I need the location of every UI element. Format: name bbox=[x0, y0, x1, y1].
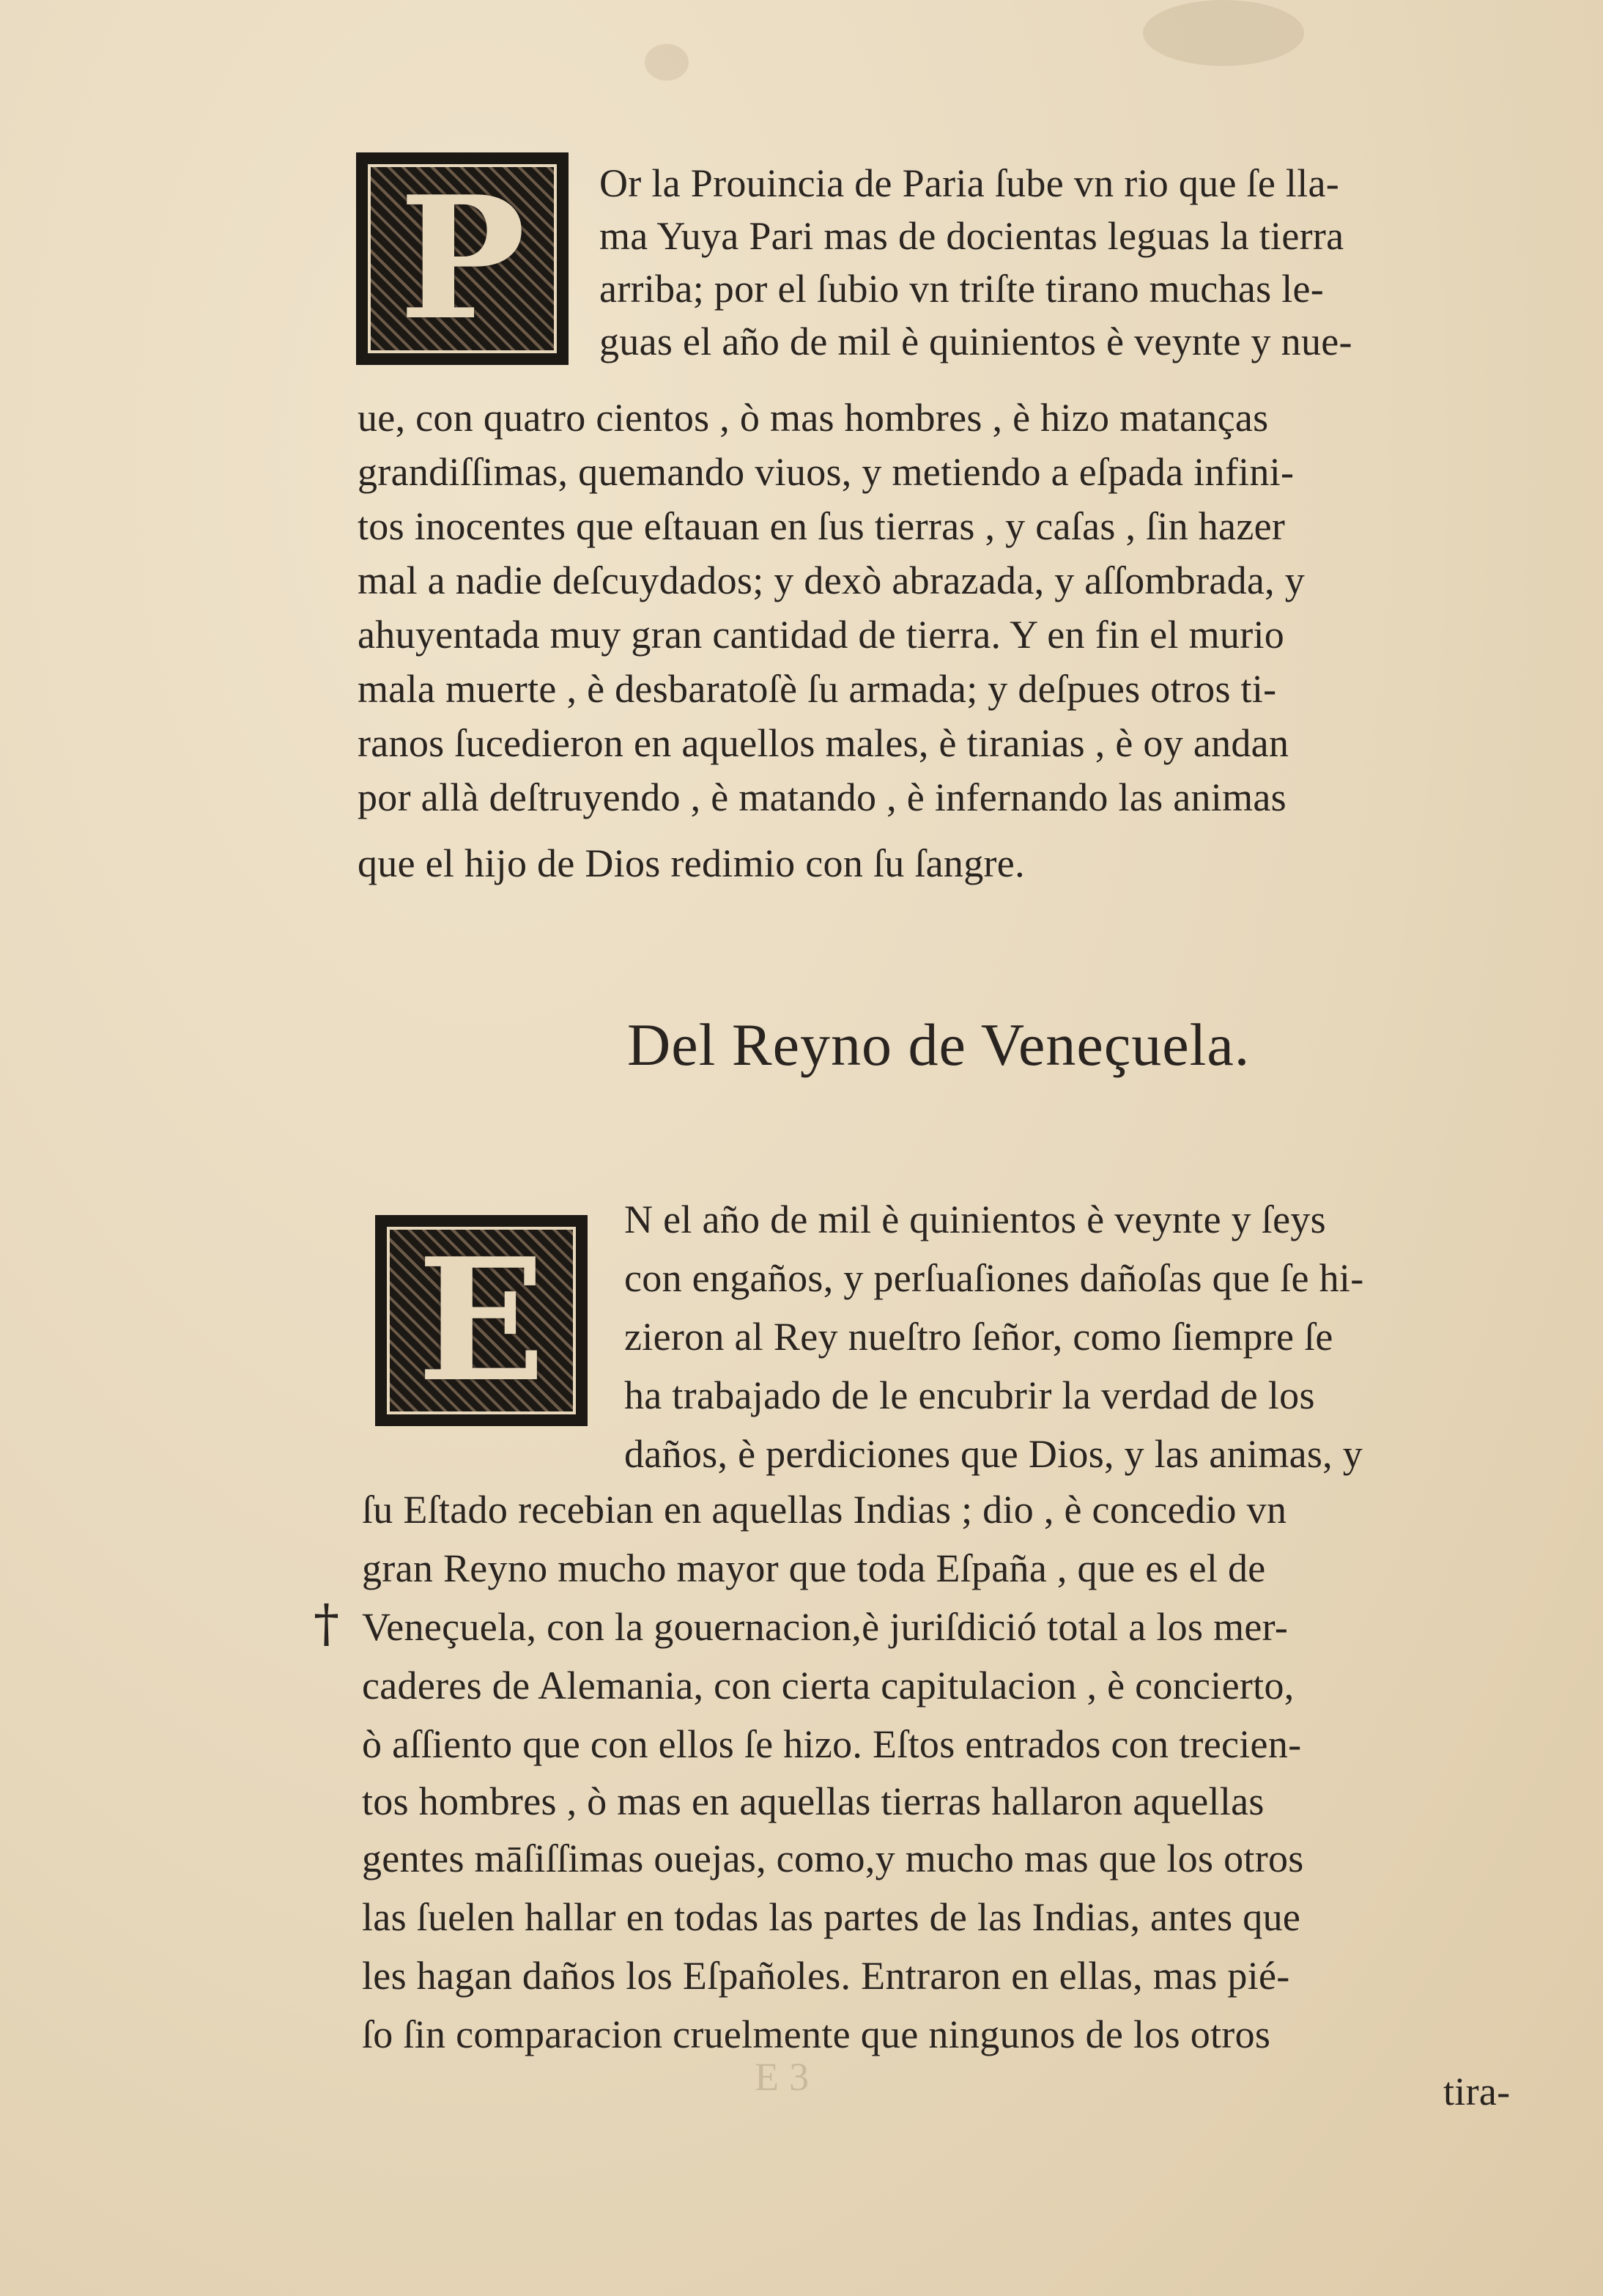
text-line: ranos ſucedieron en aquellos males, è tiranias , è oy andan bbox=[358, 721, 1289, 765]
text-line: ha trabajado de le encubrir la verdad de los bbox=[624, 1373, 1315, 1417]
text-line: tos hombres , ò mas en aquellas tierras hallaron aquellas bbox=[362, 1779, 1265, 1823]
text-line: arriba; por el ſubio vn triſte tirano muchas le- bbox=[599, 267, 1325, 311]
text-line: mal a nadie deſcuydados; y dexò abrazada, y aſſombrada, y bbox=[358, 558, 1306, 602]
text-line: mala muerte , è desbaratoſè ſu armada; y deſpues otros ti- bbox=[358, 667, 1277, 711]
section-heading: Del Reyno de Veneçuela. bbox=[627, 1011, 1251, 1078]
text-line: ahuyentada muy gran cantidad de tierra. Y en fin el murio bbox=[358, 613, 1285, 657]
text-line: guas el año de mil è quinientos è veynte y nue- bbox=[599, 320, 1352, 363]
text-line: Or la Prouincia de Paria ſube vn rio que ſe lla- bbox=[599, 161, 1340, 205]
text-line: con engaños, y perſuaſiones dañoſas que ſe hi- bbox=[624, 1256, 1364, 1300]
text-line: grandiſſimas, quemando viuos, y metiendo a eſpada infini- bbox=[358, 450, 1295, 494]
text-line: ue, con quatro cientos , ò mas hombres , è hizo matanças bbox=[358, 396, 1269, 440]
signature-mark: E 3 bbox=[755, 2055, 810, 2099]
text-line: ſu Eſtado recebian en aquellas Indias ; dio , è concedio vn bbox=[362, 1488, 1287, 1532]
text-line: las ſuelen hallar en todas las partes de las Indias, antes que bbox=[362, 1895, 1301, 1939]
text-line: N el año de mil è quinientos è veynte y ſeys bbox=[624, 1197, 1326, 1241]
drop-cap-e bbox=[375, 1215, 588, 1426]
text-line: ma Yuya Pari mas de docientas leguas la tierra bbox=[599, 214, 1344, 258]
text-line: Veneçuela, con la gouernacion,è juriſdició total a los mer- bbox=[362, 1605, 1289, 1649]
text-line: ſo ſin comparacion cruelmente que ningunos de los otros bbox=[362, 2012, 1271, 2056]
margin-dagger-mark: † bbox=[314, 1593, 339, 1653]
text-line: gran Reyno mucho mayor que toda Eſpaña , que es el de bbox=[362, 1546, 1266, 1590]
drop-cap-p bbox=[356, 152, 569, 365]
text-line: ò aſſiento que con ellos ſe hizo. Eſtos entrados con trecien- bbox=[362, 1722, 1302, 1766]
text-line: por allà deſtruyendo , è matando , è infernando las animas bbox=[358, 775, 1287, 819]
paper-stain bbox=[1143, 0, 1304, 66]
catchword: tira- bbox=[1443, 2070, 1511, 2114]
text-line: tos inocentes que eſtauan en ſus tierras , y caſas , ſin hazer bbox=[358, 504, 1286, 548]
paper-stain bbox=[645, 44, 689, 81]
text-line: zieron al Rey nueſtro ſeñor, como ſiempre ſe bbox=[624, 1315, 1333, 1359]
text-line: daños, è perdiciones que Dios, y las animas, y bbox=[624, 1432, 1363, 1476]
text-line: caderes de Alemania, con cierta capitulacion , è concierto, bbox=[362, 1664, 1295, 1708]
drop-cap-letter: P bbox=[399, 160, 526, 358]
drop-cap-letter: E bbox=[417, 1222, 546, 1420]
text-line: gentes māſiſſimas ouejas, como,y mucho mas que los otros bbox=[362, 1837, 1304, 1880]
text-line: les hagan daños los Eſpañoles. Entraron en ellas, mas pié- bbox=[362, 1954, 1290, 1998]
text-line: que el hijo de Dios redimio con ſu ſangre. bbox=[358, 841, 1025, 885]
